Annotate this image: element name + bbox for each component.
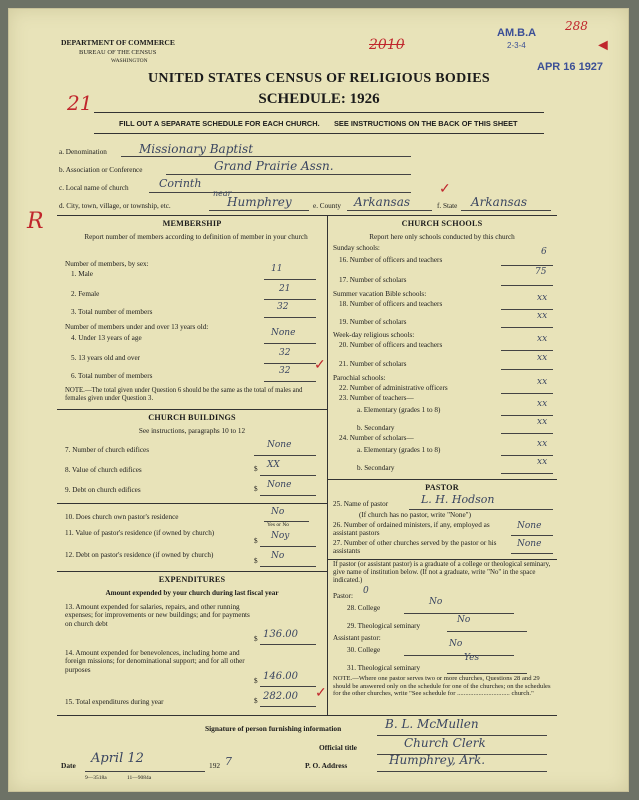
- association-value: Grand Prairie Assn.: [214, 159, 334, 173]
- q23a-value: xx: [537, 399, 548, 409]
- schools-title: CHURCH SCHOOLS: [401, 219, 483, 228]
- q14-label: 14. Amount expended for benevolences, including home and foreign missions; for denominational support; and for all other purposes: [65, 649, 245, 674]
- q16-label: 16. Number of officers and teachers: [339, 256, 443, 264]
- local-name-value: Corinth: [159, 177, 202, 190]
- q7-value: None: [267, 440, 292, 450]
- membership-note: NOTE.—The total given under Question 6 should be the same as the total of males and females given under Question 3.: [65, 387, 303, 402]
- q31-value: Yes: [464, 653, 480, 663]
- page-title: UNITED STATES CENSUS OF RELIGIOUS BODIES: [147, 71, 490, 86]
- q28-label: 28. College: [347, 604, 381, 612]
- buildings-intro: See instructions, paragraphs 10 to 12: [138, 427, 246, 435]
- census-schedule-sheet: DEPARTMENT OF COMMERCE BUREAU OF THE CENSUS WASHINGTON UNITED STATES CENSUS OF RELIGIOUS BODIES SCHEDULE: 1926 FILL OUT A SEPARATE SCHEDULE FOR EACH CHURCH. SEE INSTRUCTIONS ON THE BACK OF THIS SHEET AM.B.A 2-3-4 APR 16 1927 288 ◄ 2010 21 R a. Denomination Missionary Baptist b. Association or Conference Grand Prairie Assn. c. Local name of church Corinth d. City, town, village, or township, etc. near Humphrey e. County Arkansas f. State Arkansas ✓ MEMBERSHIP Report number of members according to definition of member in your church Number of members, by sex: 1. Male 11 2. Female 21 3. Total number of members 32 Number of members under and over 13 years old: 4. Under 13 years of age None 5. 13 years old and over 32 6. Total number of members 32 ✓ NOTE.—The total given under Question 6 should be the same as the total of males and females given under Question 3. CHURCH BUILDINGS See instructions, paragraphs 10 to 12 7. Number of church edifices None 8. Value of church edifices $ XX 9. Debt on church edifices $ None 10. Does church own pastor's residence No Yes or No 11. Value of pastor's residence (if owned by church) $ Noy 12. Debt on pastor's residence (if owned by church) $ No EXPENDITURES Amount expended by your church during last fiscal year 13. Amount expended for salaries, repairs, and other running expenses; for improvements or new buildings; and for payments on church debt $ 136.00 14. Amount expended for benevolences, including home and foreign missions; for denominational support; and for all other purposes $ 146.00 15. Total expenditures during year $ 282.00 ✓ CHURCH SCHOOLS Report here only schools conducted by this church Sunday schools: 16. Number of officers and teachers 6 17. Number of scholars 75 Summer vacation Bible schools: 18. Number of officers and teachers xx 19. Number of scholars xx Week-day religious schools: 20. Number of officers and teachers xx 21. Number of scholars xx Parochial schools: 22. Number of administrative officers xx 23. Number of teachers— a. Elementary (grades 1 to 8) xx b. Secondary xx 24. Number of scholars— a. Elementary (grades 1 to 8) xx b. Secondary xx PASTOR 25. Name of pastor L. H. Hodson (If church has no pastor, write "None") 26. Number of ordained ministers, if any, employed as assistant pastors None 27. Number of other churches served by the pastor or his assistants None If pastor (or assistant pastor) is a graduate of a college or theological seminary, give name of institution below. (If not a graduate, write "No" in the space indicated.) Pastor: 0 28. College No 29. Theological seminary No Assistant pastor: 30. College No 31. Theological seminary Yes NOTE.—Where one pastor serves two or more churches, Questions 28 and 29 should be answered only on the schedule for one of the churches; on the schedules for the other churches, write "See schedule for ................................ church." Signature of person furnishing information B. L. McMullen Official title Church Clerk Date April 12 192 7 P. O. Address Humphrey, Ark. 9—3518a 11—9084a: [8, 8, 629, 792]
- association-label: b. Association or Conference: [59, 166, 143, 174]
- q24-label: 24. Number of scholars—: [339, 434, 414, 442]
- denomination-value: Missionary Baptist: [139, 142, 254, 156]
- city-label: WASHINGTON: [111, 58, 148, 64]
- age-head-label: Number of members under and over 13 years old:: [65, 323, 209, 331]
- receipt-stamp-number: 2-3-4: [507, 41, 526, 50]
- q4-value: None: [271, 328, 296, 338]
- city-value: Humphrey: [227, 195, 292, 209]
- signature-label: Signature of person furnishing information: [205, 724, 342, 733]
- q25-label: 25. Name of pastor: [333, 500, 389, 508]
- q29-value: No: [457, 615, 471, 625]
- q19-label: 19. Number of scholars: [339, 318, 407, 326]
- q15-value: 282.00: [263, 691, 298, 702]
- q7-label: 7. Number of church edifices: [65, 446, 150, 454]
- red-letter-r: R: [27, 209, 44, 234]
- q11-value: Noy: [271, 531, 290, 541]
- q8-label: 8. Value of church edifices: [65, 466, 142, 474]
- q21-label: 21. Number of scholars: [339, 360, 407, 368]
- expenditures-intro: Amount expended by your church during last fiscal year: [105, 589, 279, 597]
- expenditures-title: EXPENDITURES: [158, 575, 226, 584]
- q30-value: No: [449, 639, 463, 649]
- q6-label: 6. Total number of members: [71, 372, 153, 380]
- instruction-right: SEE INSTRUCTIONS ON THE BACK OF THIS SHEET: [334, 119, 518, 128]
- date-label: Date: [61, 761, 76, 770]
- instruction-left: FILL OUT A SEPARATE SCHEDULE FOR EACH CHURCH.: [119, 119, 320, 128]
- q30-label: 30. College: [347, 646, 381, 654]
- q14-value: 146.00: [263, 671, 298, 682]
- q23a-label: a. Elementary (grades 1 to 8): [357, 406, 441, 414]
- date-year-printed: 192: [209, 761, 221, 770]
- q2-label: 2. Female: [71, 290, 100, 298]
- q3-value: 32: [277, 302, 289, 312]
- q20-value: xx: [537, 334, 548, 344]
- red-check-mark: ✓: [439, 182, 451, 197]
- q29-label: 29. Theological seminary: [347, 622, 421, 630]
- q18-value: xx: [537, 293, 548, 303]
- q27-value: None: [517, 539, 542, 549]
- q26-label: 26. Number of ordained ministers, if any, employed as assistant pastors: [333, 521, 490, 538]
- membership-intro: Report number of members according to definition of member in your church: [84, 233, 308, 241]
- q24a-label: a. Elementary (grades 1 to 8): [357, 446, 441, 454]
- receipt-stamp-code: AM.B.A: [497, 27, 537, 39]
- city-label-line: d. City, town, village, or township, etc.: [59, 202, 171, 210]
- county-label: e. County: [313, 202, 341, 210]
- department-label: DEPARTMENT OF COMMERCE: [61, 38, 175, 47]
- pastor-note: NOTE.—Where one pastor serves two or more churches, Questions 28 and 29 should be answered only on the schedule for one of the churches; on the schedules for the other churches, write "See schedule for ................................ church.": [333, 675, 551, 698]
- q1-label: 1. Male: [71, 270, 93, 278]
- q5-label: 5. 13 years old and over: [71, 354, 141, 362]
- q12-label: 12. Debt on pastor's residence (if owned by church): [65, 551, 214, 559]
- crossed-out-number: 2010: [369, 37, 405, 53]
- pastor-name-value: L. H. Hodson: [421, 493, 495, 506]
- q19-value: xx: [537, 311, 548, 321]
- q23b-value: xx: [537, 417, 548, 427]
- pastor-title: PASTOR: [425, 483, 459, 492]
- q13-value: 136.00: [263, 629, 298, 640]
- q1-value: 11: [271, 264, 283, 274]
- date-value: April 12: [91, 751, 144, 766]
- po-address-label: P. O. Address: [305, 761, 348, 770]
- date-year-written: 7: [225, 755, 232, 768]
- q24a-value: xx: [537, 439, 548, 449]
- q13-label: 13. Amount expended for salaries, repairs, and other running expenses; for improvements or new buildings; and for payments on church debt: [65, 603, 250, 628]
- q8-value: XX: [267, 460, 280, 470]
- page-subtitle: SCHEDULE: 1926: [258, 91, 380, 107]
- q6-value: 32: [279, 366, 291, 376]
- q9-value: None: [267, 480, 292, 490]
- buildings-title: CHURCH BUILDINGS: [148, 413, 236, 422]
- schools-intro: Report here only schools conducted by this church: [369, 233, 515, 241]
- near-annotation: near: [213, 189, 232, 198]
- assistant-pastor-subhead: Assistant pastor:: [333, 634, 381, 642]
- q11-label: 11. Value of pastor's residence (if owned by church): [65, 529, 215, 537]
- official-title-label: Official title: [319, 743, 357, 752]
- q23-label: 23. Number of teachers—: [339, 394, 414, 402]
- q25-note: (If church has no pastor, write "None"): [359, 511, 471, 519]
- state-label: f. State: [437, 202, 458, 210]
- red-check-mark: ✓: [315, 686, 327, 701]
- q12-value: No: [271, 551, 285, 561]
- q2-value: 21: [279, 284, 291, 294]
- bureau-label: BUREAU OF THE CENSUS: [79, 49, 157, 56]
- q28-value: No: [429, 597, 443, 607]
- q26-value: None: [517, 521, 542, 531]
- q5-value: 32: [279, 348, 291, 358]
- sunday-schools-label: Sunday schools:: [333, 244, 380, 252]
- q22-label: 22. Number of administrative officers: [339, 384, 448, 392]
- po-address-value: Humphrey, Ark.: [389, 753, 486, 767]
- q9-label: 9. Debt on church edifices: [65, 486, 141, 494]
- q10-label: 10. Does church own pastor's residence: [65, 513, 179, 521]
- weekday-schools-label: Week-day religious schools:: [333, 331, 415, 339]
- q10-value: No: [271, 507, 285, 517]
- q24b-value: xx: [537, 457, 548, 467]
- q4-label: 4. Under 13 years of age: [71, 334, 142, 342]
- pastor-subhead: Pastor:: [333, 592, 353, 600]
- red-arrow-mark: ◄: [595, 37, 611, 54]
- graduate-note: If pastor (or assistant pastor) is a graduate of a college or theological seminary, give name of institution below. (If not a graduate, write "No" in the space indicated.): [333, 561, 551, 584]
- pastor-red-mark: 0: [363, 586, 369, 596]
- local-name-label: c. Local name of church: [59, 184, 129, 192]
- yes-no-hint: Yes or No: [267, 522, 290, 528]
- q20-label: 20. Number of officers and teachers: [339, 341, 443, 349]
- q18-label: 18. Number of officers and teachers: [339, 300, 443, 308]
- form-code-2: 11—9084a: [127, 775, 152, 781]
- q24b-label: b. Secondary: [357, 464, 395, 472]
- denomination-label: a. Denomination: [59, 148, 107, 156]
- q15-label: 15. Total expenditures during year: [65, 698, 164, 706]
- red-check-mark: ✓: [314, 358, 326, 373]
- county-value: Arkansas: [354, 195, 411, 209]
- q16-value: 6: [541, 247, 547, 257]
- receipt-date-stamp: APR 16 1927: [537, 61, 604, 73]
- official-title-value: Church Clerk: [404, 736, 486, 750]
- parochial-schools-label: Parochial schools:: [333, 374, 386, 382]
- q17-label: 17. Number of scholars: [339, 276, 407, 284]
- red-number-top: 288: [565, 19, 588, 33]
- form-code: 9—3518a: [85, 775, 107, 781]
- q22-value: xx: [537, 377, 548, 387]
- summer-schools-label: Summer vacation Bible schools:: [333, 290, 427, 298]
- by-sex-label: Number of members, by sex:: [65, 260, 149, 268]
- q23b-label: b. Secondary: [357, 424, 395, 432]
- signature-value: B. L. McMullen: [385, 717, 479, 731]
- state-value: Arkansas: [471, 195, 528, 209]
- q3-label: 3. Total number of members: [71, 308, 153, 316]
- q31-label: 31. Theological seminary: [347, 664, 421, 672]
- q27-label: 27. Number of other churches served by the pastor or his assistants: [333, 539, 497, 556]
- red-number-21: 21: [67, 91, 93, 115]
- q17-value: 75: [535, 267, 547, 277]
- membership-title: MEMBERSHIP: [162, 219, 222, 228]
- q21-value: xx: [537, 353, 548, 363]
